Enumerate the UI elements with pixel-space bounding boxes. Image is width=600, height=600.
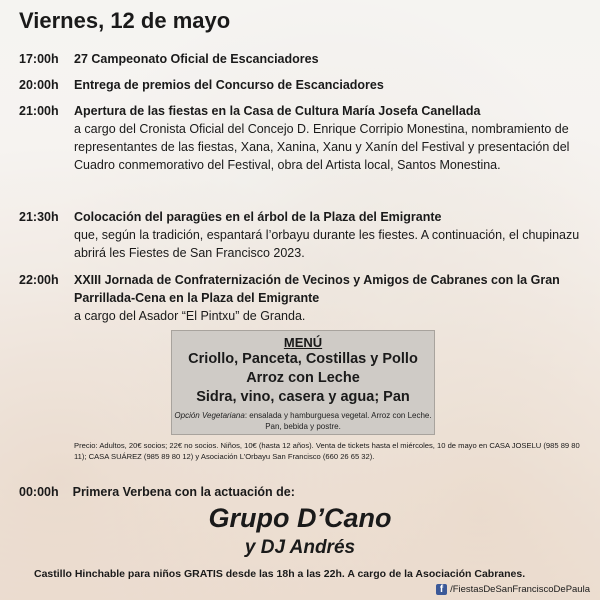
event-time: 21:30h xyxy=(19,210,59,224)
event-title: XXIII Jornada de Confraternización de Vecinos y Amigos de Cabranes con la Gran Parrillada-Cena en la Plaza del Emigrante xyxy=(74,273,560,305)
verbena-line xyxy=(19,485,295,499)
facebook-link[interactable] xyxy=(436,584,590,595)
menu-item: Arroz con Leche xyxy=(246,370,360,386)
band-name: Grupo D’Cano xyxy=(208,503,392,533)
event-time: 21:00h xyxy=(19,104,59,118)
event-time: 22:00h xyxy=(19,273,59,287)
event-title: Apertura de las fiestas en la Casa de Cultura María Josefa Canellada xyxy=(74,104,481,118)
verbena-text: Primera Verbena con la actuación de: xyxy=(72,485,295,499)
event-item xyxy=(19,50,584,68)
page-title: Viernes, 12 de mayo xyxy=(19,8,231,33)
event-title: 27 Campeonato Oficial de Escanciadores xyxy=(74,52,319,66)
dj-name: y DJ Andrés xyxy=(244,537,356,558)
vegetarian-label: Opción Vegetariana xyxy=(174,411,245,420)
menu-item: Criollo, Panceta, Costillas y Pollo xyxy=(188,351,418,367)
menu-item: Sidra, vino, casera y agua; Pan xyxy=(196,389,410,405)
event-item xyxy=(19,208,584,262)
event-item xyxy=(19,271,584,325)
event-time: 17:00h xyxy=(19,52,59,66)
event-time: 20:00h xyxy=(19,78,59,92)
event-item xyxy=(19,76,584,94)
price-info: Precio: Adultos, 20€ socios; 22€ no socios. Niños, 10€ (hasta 12 años). Venta de tickets hasta el miércoles, 10 de mayo en CASA JOSELU (985 89 80 11); CASA SUÁREZ (985 89 80 12) y Asociación L’Orbayu San Francisco (660 26 65 32). xyxy=(74,441,580,461)
facebook-page: /FiestasDeSanFranciscoDePaula xyxy=(450,584,590,595)
event-description: a cargo del Asador “El Pintxu” de Granda. xyxy=(74,309,306,323)
menu-box xyxy=(171,330,435,435)
event-title: Entrega de premios del Concurso de Escanciadores xyxy=(74,78,384,92)
vegetarian-text: : ensalada y hamburguesa vegetal. Arroz con Leche. Pan, bebida y postre. xyxy=(244,411,432,431)
facebook-icon: f xyxy=(436,584,447,595)
event-description: a cargo del Cronista Oficial del Concejo D. Enrique Corripio Monestina, nombramiento de representantes de las fiestas, Xana, Xanina, Xanu y Xanín del Festival y presentación del Cuadro conmemorativo del Festival, obra del Artista local, Santos Monestina. xyxy=(74,122,570,172)
menu-title: MENÚ xyxy=(283,335,323,350)
verbena-time: 00:00h xyxy=(19,485,59,499)
event-title: Colocación del paragües en el árbol de la Plaza del Emigrante xyxy=(74,210,442,224)
event-description: que, según la tradición, espantará l’orbayu durante les fiestes. A continuación, el chupinazu abrirá les Fiestes de San Francisco 2023. xyxy=(74,228,580,260)
vegetarian-option xyxy=(172,410,434,432)
footer-note: Castillo Hinchable para niños GRATIS desde las 18h a las 22h. A cargo de la Asociación Cabranes. xyxy=(34,568,526,580)
event-item xyxy=(19,102,584,174)
